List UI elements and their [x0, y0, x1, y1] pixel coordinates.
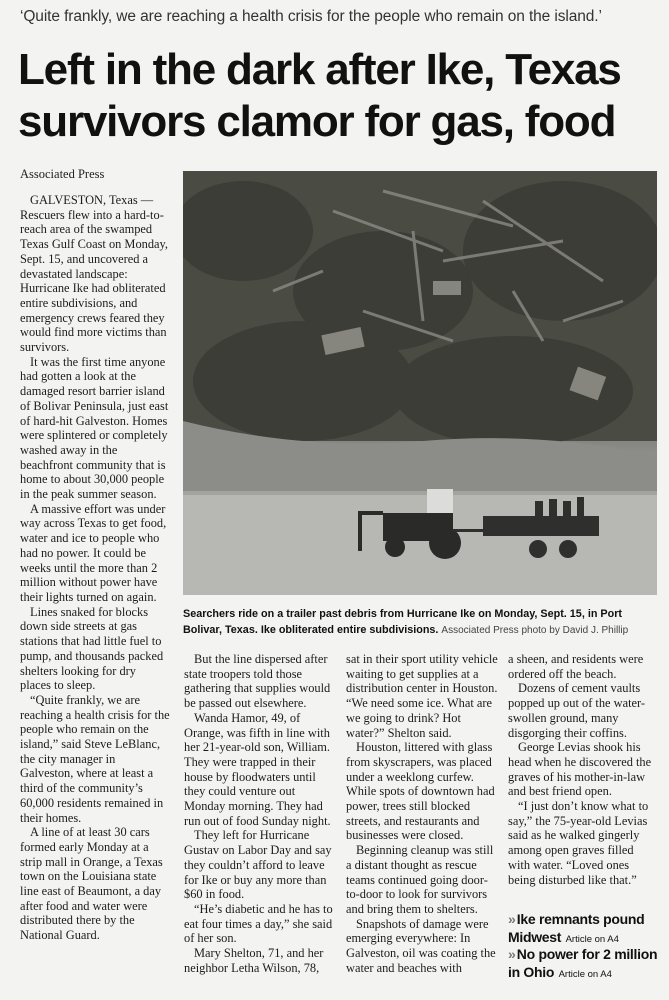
paragraph: It was the first time anyone had gotten a look at the damaged resort barrier island of Bolivar Peninsula, just east of hard-hit Galveston. Homes were splintered or completely washed away in the beachfront community that is home to about 30,000 people in the peak summer season.	[20, 354, 169, 502]
photo-caption	[183, 606, 659, 639]
paragraph: Wanda Hamor, 49, of Orange, was fifth in line with her 21-year-old son, William. They were trapped in their house by floodwaters until they could venture out Monday morning. They had run out of food Sunday night.	[184, 710, 331, 828]
byline: Associated Press	[20, 167, 105, 181]
paragraph: But the line dispersed after state troopers told those gathering that supplies would be passed out elsewhere.	[184, 652, 331, 711]
paragraph: a sheen, and residents were ordered off the beach.	[508, 652, 644, 681]
teaser-title[interactable]: Ike remnants pound Midwest	[508, 911, 645, 945]
paragraph: “Quite frankly, we are reaching a health crisis for the people who remain on the island,” said Steve LeBlanc, the city manager in Galveston, where at least a third of the community’s 60,000 residents remained in their homes.	[20, 692, 170, 825]
related-article-teaser[interactable]	[508, 946, 668, 982]
headline-line-1: Left in the dark after Ike, Texas	[18, 45, 621, 94]
paragraph: Mary Shelton, 71, and her neighbor Letha Wilson, 78,	[184, 946, 324, 975]
paragraph: GALVESTON, Texas — Rescuers flew into a hard-to-reach area of the swamped Texas Gulf Coast on Monday, Sept. 15, and uncovered a devastated landscape: Hurricane Ike had obliterated entire subdivisions, and emergency crews feared they would find more victims than survivors.	[20, 193, 169, 355]
headline-line-2: survivors clamor for gas, food	[18, 97, 616, 146]
paragraph: Lines snaked for blocks down side streets at gas stations that had little fuel to pump, and thousands packed shelters looking for dry places to sleep.	[20, 604, 164, 693]
paragraph: A massive effort was under way across Texas to get food, water and ice to people who had no power. It could be weeks until the more than 2 million without power have their lights turned on again.	[20, 501, 167, 604]
paragraph: Snapshots of damage were emerging everywhere: In Galveston, oil was coating the water and beaches with	[346, 916, 496, 975]
paragraph: “He’s diabetic and he has to eat four times a day,” she said of her son.	[184, 901, 333, 946]
hurricane-debris-photo	[183, 171, 657, 595]
article-column-1	[20, 193, 170, 943]
article-column-4	[508, 652, 658, 887]
teaser-reference: Article on A4	[558, 969, 612, 980]
paragraph: Dozens of cement vaults popped up out of the water-swollen ground, many disgorging their coffins.	[508, 681, 646, 740]
caption-text: Searchers ride on a trailer past debris from Hurricane Ike on Monday, Sept. 15, in Port Bolivar, Texas. Ike obliterated entire subdivisions.	[183, 608, 623, 636]
related-article-teaser[interactable]	[508, 911, 668, 947]
paragraph: sat in their sport utility vehicle waiting to get supplies at a distribution center in Houston. “We need some ice. What are we going to drink? Hot water?” Shelton said.	[346, 652, 498, 740]
article-column-2	[184, 652, 339, 975]
teaser-title[interactable]: No power for 2 million in Ohio	[508, 946, 658, 980]
paragraph: George Levias shook his head when he discovered the graves of his mother-in-law and best friend open.	[508, 740, 652, 799]
headline	[18, 44, 658, 148]
paragraph: Beginning cleanup was still a distant thought as rescue teams continued going door-to-door to look for survivors and bring them to shelters.	[346, 843, 494, 916]
photo-credit: Associated Press photo by David J. Phillip	[441, 625, 629, 636]
double-chevron-icon: »	[508, 946, 513, 962]
double-chevron-icon: »	[508, 911, 513, 927]
article-column-3	[346, 652, 501, 975]
teaser-reference: Article on A4	[565, 934, 619, 945]
pull-quote-kicker: ‘Quite frankly, we are reaching a health crisis for the people who remain on the island.’	[20, 8, 602, 25]
paragraph: A line of at least 30 cars formed early Monday at a strip mall in Orange, a Texas town on the Louisiana state line east of Beaumont, a day after food and water were distributed there by the National Guard.	[20, 825, 163, 943]
news-photo	[183, 171, 657, 595]
paragraph: “I just don’t know what to say,” the 75-year-old Levias said as he walked gingerly among open graves filled with water. “Loved ones being disturbed like that.”	[508, 799, 649, 887]
paragraph: Houston, littered with glass from skyscrapers, was placed under a weeklong curfew. While spots of downtown had power, trees still blocked streets, and restaurants and businesses were closed.	[346, 740, 495, 843]
paragraph: They left for Hurricane Gustav on Labor Day and say they couldn’t afford to leave for Ike or buy any more than $60 in food.	[184, 828, 332, 902]
